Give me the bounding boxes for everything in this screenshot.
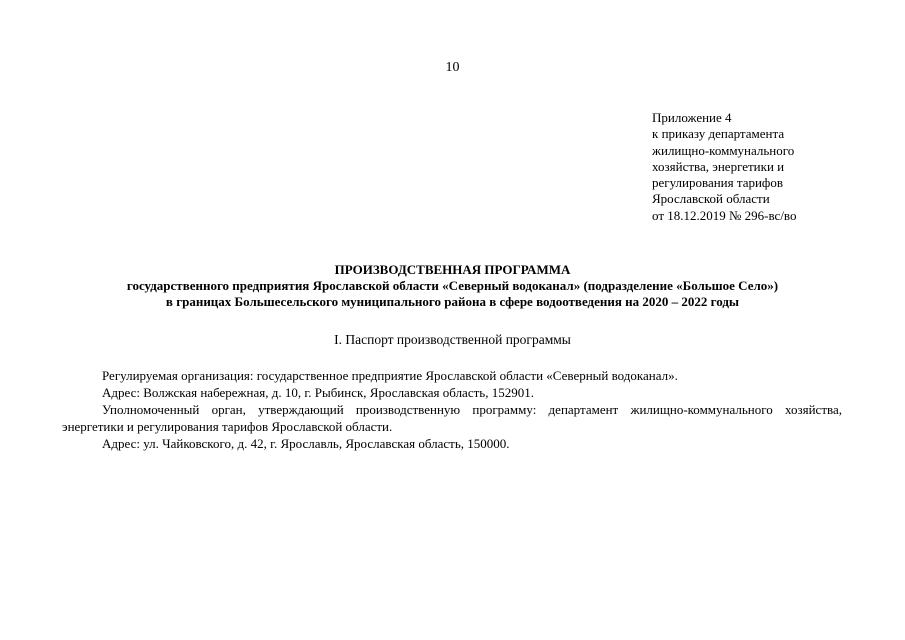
appendix-line: хозяйства, энергетики и xyxy=(652,158,785,174)
page-number: 10 xyxy=(445,60,460,75)
document-title xyxy=(40,262,865,310)
appendix-note xyxy=(652,110,892,224)
passport-body xyxy=(62,367,842,452)
regulated-organization: Регулируемая организация: государственное предприятие Ярославской области «Северный водоканал». xyxy=(102,368,678,383)
appendix-line: Приложение 4 xyxy=(652,110,732,125)
appendix-line: к приказу департамента xyxy=(652,126,785,142)
authorized-body-address: Адрес: ул. Чайковского, д. 42, г. Ярославль, Ярославская область, 150000. xyxy=(102,436,510,451)
regulated-organization-address: Адрес: Волжская набережная, д. 10, г. Рыбинск, Ярославская область, 152901. xyxy=(102,385,534,400)
title-line-scope: в границах Большесельского муниципального района в сфере водоотведения на 2020 – 2022 годы xyxy=(165,294,740,309)
section-heading: I. Паспорт производственной программы xyxy=(334,332,571,347)
appendix-line: от 18.12.2019 № 296-вс/во xyxy=(652,207,797,223)
title-line-organization: государственного предприятия Ярославской области «Северный водоканал» (подразделение «Большое Село») xyxy=(126,278,779,293)
authorized-body: Уполномоченный орган, утверждающий производственную программу: департамент жилищно-коммунального хозяйства, энергетики и регулирования тарифов Ярославской области. xyxy=(62,402,842,434)
appendix-line: Ярославской области xyxy=(652,191,770,207)
title-line-main: ПРОИЗВОДСТВЕННАЯ ПРОГРАММА xyxy=(334,262,571,277)
appendix-line: регулирования тарифов xyxy=(652,175,783,191)
appendix-line: жилищно-коммунального xyxy=(652,142,795,158)
